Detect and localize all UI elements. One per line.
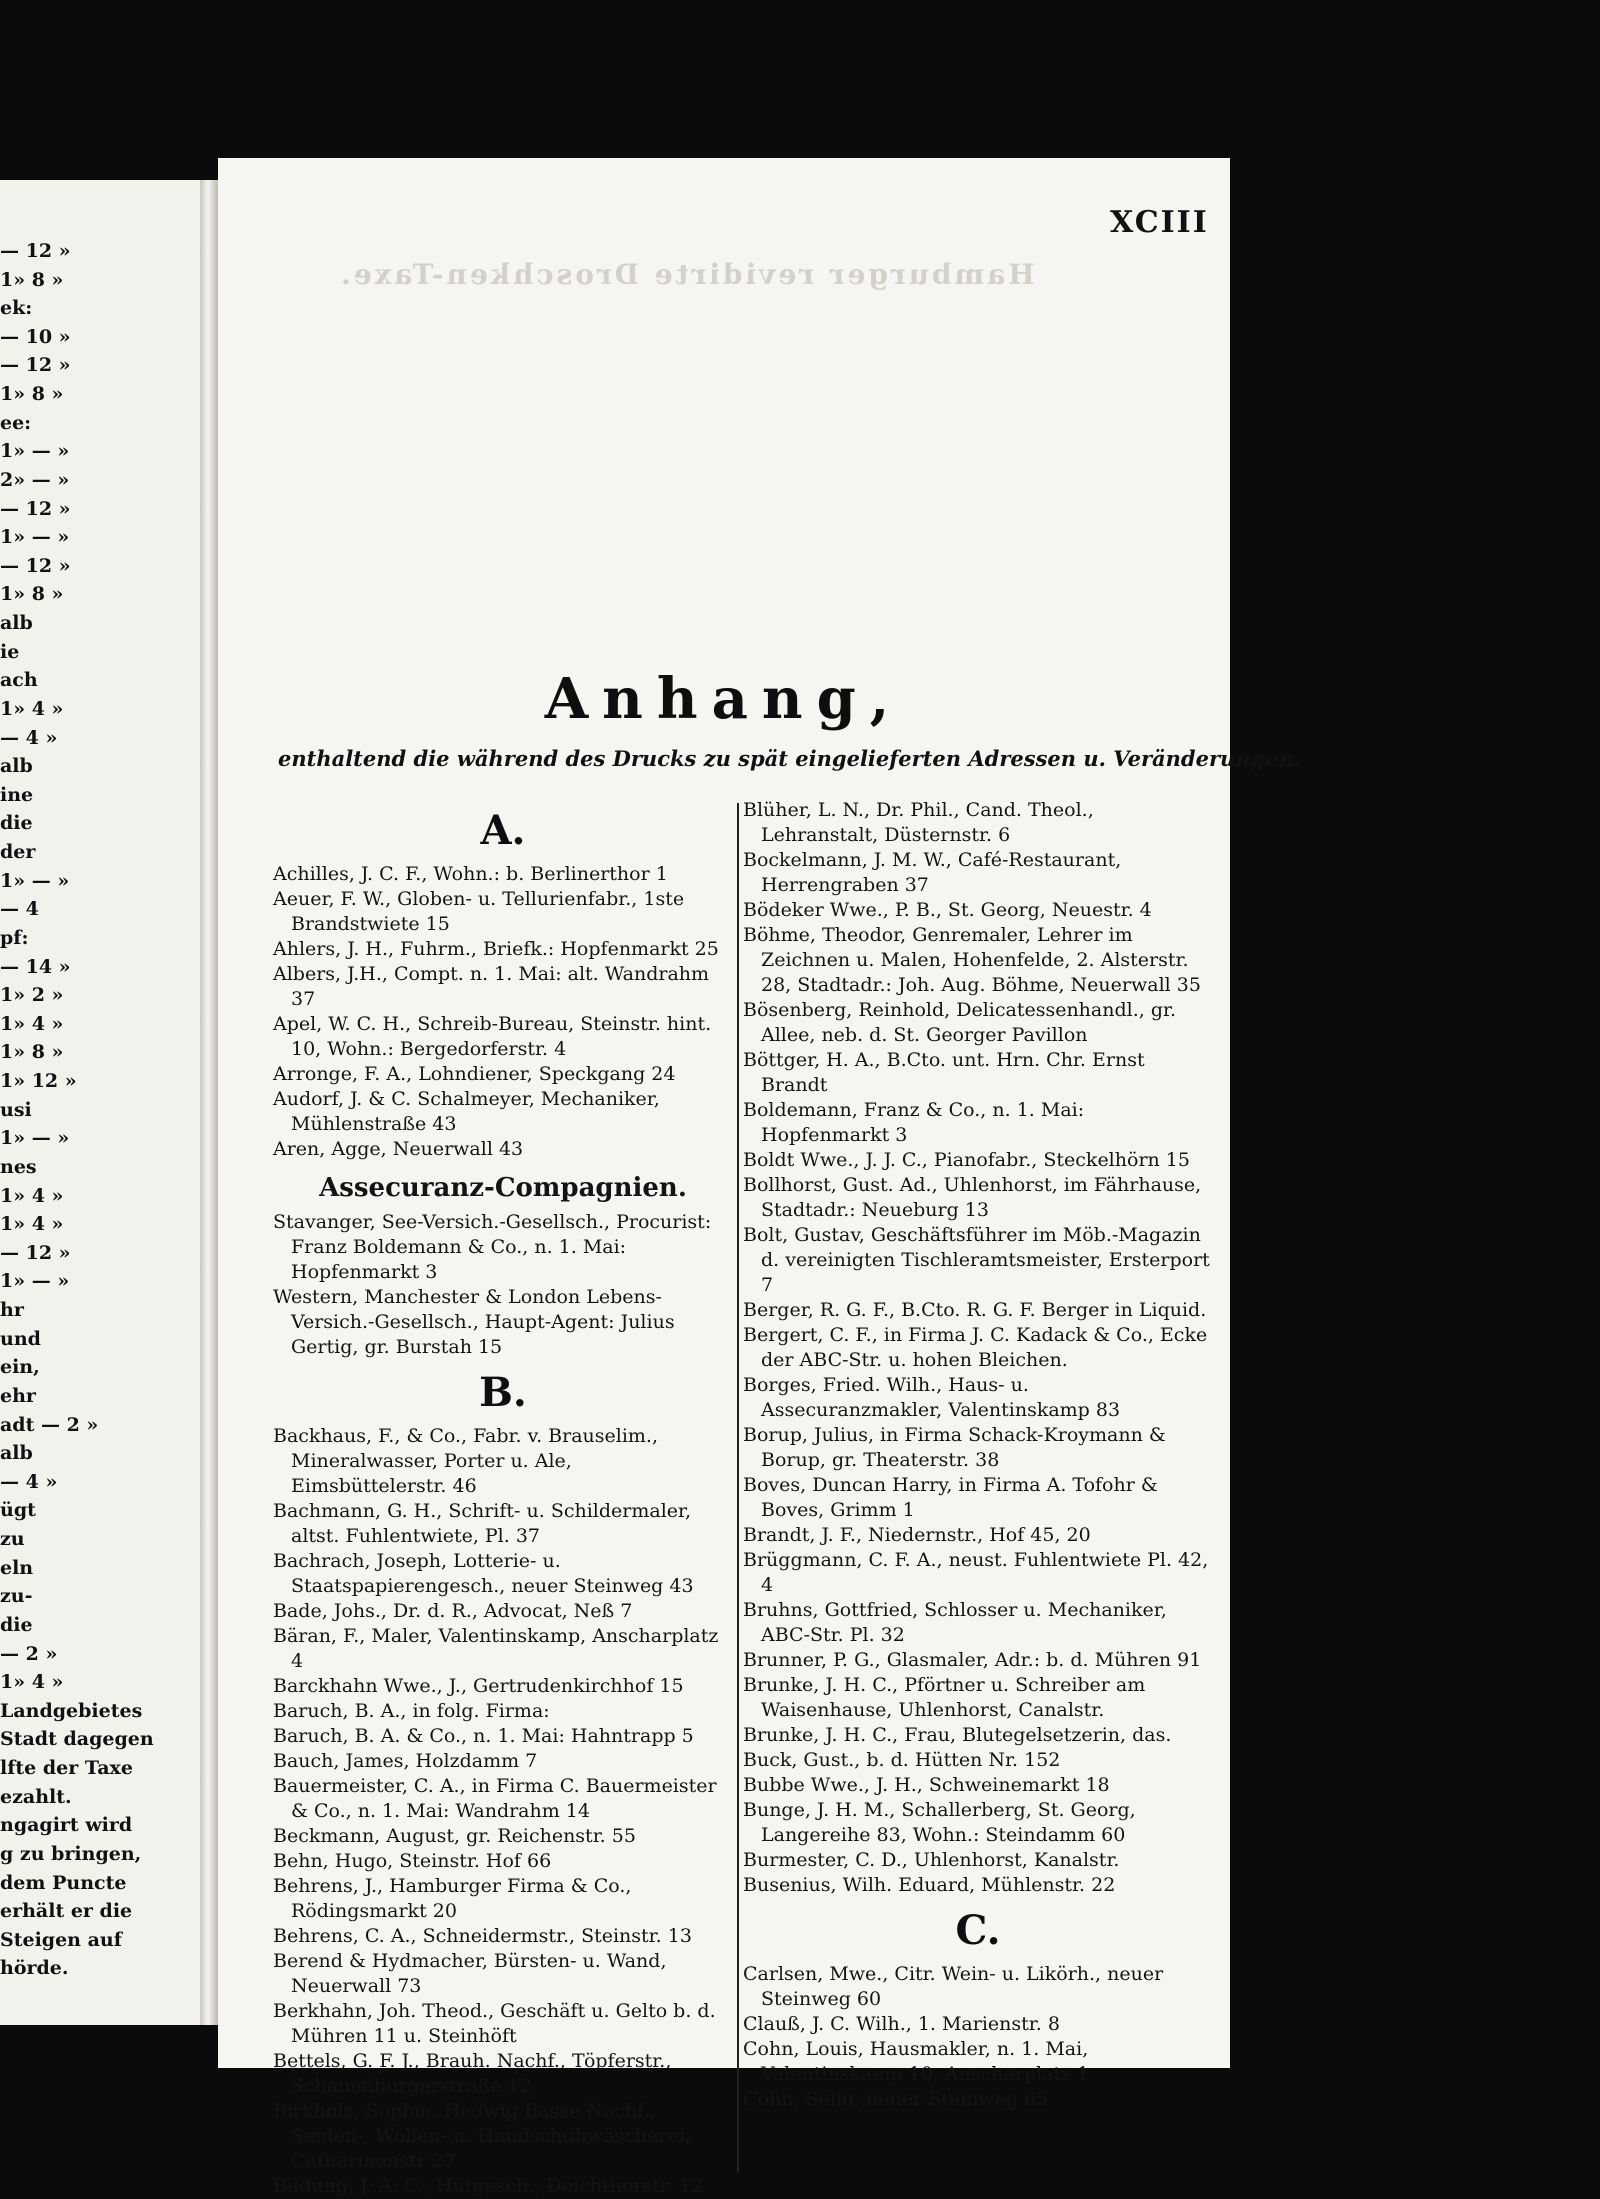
left-page-row: ek: <box>0 297 33 320</box>
directory-entry: Borges, Fried. Wilh., Haus- u. Assecuranzmakler, Valentinskamp 83 <box>743 1374 1121 1421</box>
left-page-row: erhält er die <box>0 1900 133 1923</box>
directory-entry: Boldt Wwe., J. J. C., Pianofabr., Steckelhörn 15 <box>743 1149 1190 1171</box>
left-page-row: 1» 8 » <box>0 583 64 606</box>
left-page-row: ehr <box>0 1384 36 1407</box>
column-divider <box>737 803 739 2173</box>
left-page-row: ezahlt. <box>0 1785 72 1808</box>
directory-entry: Brandt, J. F., Niedernstr., Hof 45, 20 <box>743 1524 1091 1546</box>
directory-entry: Bachmann, G. H., Schrift- u. Schildermaler, altst. Fuhlentwiete, Pl. 37 <box>273 1500 692 1547</box>
directory-entry: Burmester, C. D., Uhlenhorst, Kanalstr. <box>743 1849 1120 1871</box>
left-page-row: 1» 12 » <box>0 1070 77 1093</box>
directory-entry: Behrens, J., Hamburger Firma & Co., Rödingsmarkt 20 <box>273 1875 632 1922</box>
left-page-row: 1» — » <box>0 869 70 892</box>
left-page-row: 1» 2 » <box>0 984 64 1007</box>
directory-entry: Behn, Hugo, Steinstr. Hof 66 <box>273 1850 552 1872</box>
directory-entry: Borup, Julius, in Firma Schack-Kroymann & Borup, gr. Theaterstr. 38 <box>743 1424 1166 1471</box>
left-page-row: usi <box>0 1098 32 1121</box>
directory-entry: Berger, R. G. F., B.Cto. R. G. F. Berger in Liquid. <box>743 1299 1207 1321</box>
left-page-row: und <box>0 1327 41 1350</box>
book-fold <box>200 180 218 2025</box>
directory-entry: Bildung, J. A. C., Hutgesch., Deichthorstr. 12 <box>273 2175 704 2197</box>
bleed-through-title: Hamburger revidirte Droschken-Taxe. <box>338 258 1035 291</box>
directory-entry: Brunke, J. H. C., Frau, Blutegelsetzerin, das. <box>743 1724 1172 1746</box>
left-page-row: ein, <box>0 1356 40 1379</box>
left-page-row: dem Puncte <box>0 1871 127 1894</box>
left-page-row: eln <box>0 1556 34 1579</box>
directory-entry: Bunge, J. H. M., Schallerberg, St. Georg, Langereihe 83, Wohn.: Steindamm 60 <box>743 1799 1136 1846</box>
left-page-row: alb <box>0 755 33 778</box>
left-page-row: 1» 8 » <box>0 268 64 291</box>
left-page-row: die <box>0 1613 33 1636</box>
directory-entry: Boldemann, Franz & Co., n. 1. Mai: Hopfenmarkt 3 <box>743 1099 1085 1146</box>
left-page-row: pf: <box>0 926 29 949</box>
directory-entry: Stavanger, See-Versich.-Gesellsch., Procurist: Franz Boldemann & Co., n. 1. Mai: Hopfenmarkt 3 <box>273 1211 712 1283</box>
directory-entry: Bäran, F., Maler, Valentinskamp, Anscharplatz 4 <box>273 1625 719 1672</box>
directory-entry: Audorf, J. & C. Schalmeyer, Mechaniker, Mühlenstraße 43 <box>273 1088 660 1135</box>
directory-entry: Brüggmann, C. F. A., neust. Fuhlentwiete Pl. 42, 4 <box>743 1549 1209 1596</box>
left-page-row: 2» — » <box>0 468 70 491</box>
directory-entry: Albers, J.H., Compt. n. 1. Mai: alt. Wandrahm 37 <box>273 963 710 1010</box>
left-page-row: zu <box>0 1528 25 1551</box>
entries-b-continued <box>743 798 1213 1898</box>
entries-a <box>273 862 733 1162</box>
left-page-row: — 2 » <box>0 1642 58 1665</box>
directory-entry: Buck, Gust., b. d. Hütten Nr. 152 <box>743 1749 1061 1771</box>
directory-entry: Bettels, G. F. J., Brauh. Nachf., Töpferstr., Schauenburgerstraße 12 <box>273 2050 672 2097</box>
directory-entry: Bauch, James, Holzdamm 7 <box>273 1750 538 1772</box>
letter-heading-b: B. <box>479 1369 527 1416</box>
left-page-row: alb <box>0 1442 33 1465</box>
left-page-row: ügt <box>0 1499 36 1522</box>
left-page-row: — 12 » <box>0 354 71 377</box>
directory-entry: Cohn, Louis, Hausmakler, n. 1. Mai, Valentinskamp 10, Anscharplatz 1 <box>743 2038 1090 2085</box>
directory-entry: Western, Manchester & London Lebens-Versich.-Gesellsch., Haupt-Agent: Julius Gertig, gr. Burstah 15 <box>273 1286 675 1358</box>
directory-entry: Birkholz, Sophie, Hedwig Basse Nachf., Seiden-, Wollen- u. Handschuhwäscherei, Catharinenstr 27 <box>273 2100 691 2172</box>
left-page-row: — 12 » <box>0 554 71 577</box>
entries-c <box>743 1962 1213 2112</box>
left-page-row: Stadt dagegen <box>0 1728 154 1751</box>
left-page-row: 1» 4 » <box>0 1184 64 1207</box>
left-page-row: 1» 8 » <box>0 383 64 406</box>
directory-entry: Baruch, B. A., in folg. Firma: <box>273 1700 550 1722</box>
directory-entry: Böhme, Theodor, Genremaler, Lehrer im Zeichnen u. Malen, Hohenfelde, 2. Alsterstr. 28, Stadtadr.: Joh. Aug. Böhme, Neuerwall 35 <box>743 924 1201 996</box>
left-page-row: Steigen auf <box>0 1928 122 1951</box>
appendix-heading: Anhang, <box>544 666 904 732</box>
directory-entry: Bruhns, Gottfried, Schlosser u. Mechaniker, ABC-Str. Pl. 32 <box>743 1599 1167 1646</box>
left-page-row: — 12 » <box>0 497 71 520</box>
directory-entry: Bockelmann, J. M. W., Café-Restaurant, Herrengraben 37 <box>743 849 1122 896</box>
directory-entry: Blüher, L. N., Dr. Phil., Cand. Theol., Lehranstalt, Düsternstr. 6 <box>743 799 1094 846</box>
directory-entry: Berend & Hydmacher, Bürsten- u. Wand, Neuerwall 73 <box>273 1950 667 1997</box>
directory-entry: Baruch, B. A. & Co., n. 1. Mai: Hahntrapp 5 <box>273 1725 694 1747</box>
left-page-row: — 4 » <box>0 1470 58 1493</box>
left-page-row: ie <box>0 640 20 663</box>
directory-entry: Behrens, C. A., Schneidermstr., Steinstr. 13 <box>273 1925 692 1947</box>
left-page-row: der <box>0 841 36 864</box>
book-page <box>218 158 1302 2197</box>
directory-entry: Arronge, F. A., Lohndiener, Speckgang 24 <box>273 1063 676 1085</box>
directory-entry: Backhaus, F., & Co., Fabr. v. Brauselim., Mineralwasser, Porter u. Ale, Eimsbüttelerstr. 46 <box>273 1425 659 1497</box>
left-page-row: 1» 4 » <box>0 697 64 720</box>
left-page-row: ngagirt wird <box>0 1814 133 1837</box>
left-page-row: — 14 » <box>0 955 71 978</box>
directory-entry: Clauß, J. C. Wilh., 1. Marienstr. 8 <box>743 2013 1060 2035</box>
directory-entry: Brunner, P. G., Glasmaler, Adr.: b. d. Mühren 91 <box>743 1649 1202 1671</box>
directory-entry: Bolt, Gustav, Geschäftsführer im Möb.-Magazin d. vereinigten Tischleramtsmeister, Ersterport 7 <box>743 1224 1210 1296</box>
left-page-row: ach <box>0 669 38 692</box>
directory-entry: Achilles, J. C. F., Wohn.: b. Berlinerthor 1 <box>273 863 668 885</box>
directory-entry: Beckmann, August, gr. Reichenstr. 55 <box>273 1825 636 1847</box>
directory-entry: Barckhahn Wwe., J., Gertrudenkirchhof 15 <box>273 1675 684 1697</box>
left-page-row: g zu bringen, <box>0 1842 142 1865</box>
left-page-row: — 12 » <box>0 240 71 262</box>
left-page-row: adt — 2 » <box>0 1413 99 1436</box>
left-page-row: ee: <box>0 411 32 434</box>
left-page-row: alb <box>0 612 33 635</box>
directory-entry: Bödeker Wwe., P. B., St. Georg, Neuestr. 4 <box>743 899 1152 921</box>
left-page-row: zu- <box>0 1585 33 1608</box>
directory-entry: Böttger, H. A., B.Cto. unt. Hrn. Chr. Ernst Brandt <box>743 1049 1145 1096</box>
left-page-fragment <box>0 180 205 2025</box>
directory-entry: Apel, W. C. H., Schreib-Bureau, Steinstr. hint. 10, Wohn.: Bergedorferstr. 4 <box>273 1013 712 1060</box>
left-page-row: 1» — » <box>0 1127 70 1150</box>
left-page-row: 1» 8 » <box>0 1041 64 1064</box>
left-page-row: — 4 <box>0 898 39 921</box>
left-page-row: hörde. <box>0 1957 69 1980</box>
left-column <box>273 798 733 2199</box>
directory-entry: Bösenberg, Reinhold, Delicatessenhandl., gr. Allee, neb. d. St. Georger Pavillon <box>743 999 1177 1046</box>
letter-heading-a: A. <box>480 807 526 854</box>
left-page-row: Landgebietes <box>0 1699 143 1722</box>
entries-assecuranz <box>273 1210 733 1360</box>
right-column <box>743 798 1213 2112</box>
directory-entry: Aren, Agge, Neuerwall 43 <box>273 1138 524 1160</box>
left-page-row: nes <box>0 1155 37 1178</box>
directory-entry: Brunke, J. H. C., Pförtner u. Schreiber am Waisenhause, Uhlenhorst, Canalstr. <box>743 1674 1146 1721</box>
left-page-row: 1» — » <box>0 440 70 463</box>
left-page-row: — 10 » <box>0 325 71 348</box>
page-number: XCIII <box>1110 205 1209 240</box>
directory-entry: Berkhahn, Joh. Theod., Geschäft u. Gelto b. d. Mühren 11 u. Steinhöft <box>273 2000 716 2047</box>
directory-entry: Bade, Johs., Dr. d. R., Advocat, Neß 7 <box>273 1600 633 1622</box>
left-page-row: 1» 4 » <box>0 1213 64 1236</box>
left-page-row: lfte der Taxe <box>0 1757 133 1780</box>
directory-entry: Aeuer, F. W., Globen- u. Tellurienfabr., 1ste Brandstwiete 15 <box>273 888 685 935</box>
left-page-row: 1» 4 » <box>0 1671 64 1694</box>
left-page-row: die <box>0 812 33 835</box>
left-page-row: 1» — » <box>0 1270 70 1293</box>
left-page-row: — 12 » <box>0 1241 71 1264</box>
directory-entry: Bauermeister, C. A., in Firma C. Bauermeister & Co., n. 1. Mai: Wandrahm 14 <box>273 1775 717 1822</box>
directory-entry: Bergert, C. F., in Firma J. C. Kadack & Co., Ecke der ABC-Str. u. hohen Bleichen. <box>743 1324 1208 1371</box>
directory-entry: Carlsen, Mwe., Citr. Wein- u. Likörh., neuer Steinweg 60 <box>743 1963 1164 2010</box>
directory-entry: Bollhorst, Gust. Ad., Uhlenhorst, im Fährhause, Stadtadr.: Neueburg 13 <box>743 1174 1202 1221</box>
section-heading-assecuranz: Assecuranz-Compagnien. <box>319 1173 687 1203</box>
letter-heading-c: C. <box>955 1907 1001 1954</box>
entries-b <box>273 1424 733 2199</box>
directory-entry: Boves, Duncan Harry, in Firma A. Tofohr & Boves, Grimm 1 <box>743 1474 1158 1521</box>
directory-entry: Busenius, Wilh. Eduard, Mühlenstr. 22 <box>743 1874 1116 1896</box>
directory-entry: Bachrach, Joseph, Lotterie- u. Staatspapierengesch., neuer Steinweg 43 <box>273 1550 694 1597</box>
left-page-row: ine <box>0 783 34 806</box>
left-page-row: 1» — » <box>0 526 70 549</box>
directory-entry: Ahlers, J. H., Fuhrm., Briefk.: Hopfenmarkt 25 <box>273 938 719 960</box>
appendix-subheading: enthaltend die während des Drucks zu spät eingelieferten Adressen u. Veränderungen. <box>278 746 1302 771</box>
directory-entry: Cohn, Selig, neuer Steinweg 65 <box>743 2088 1049 2110</box>
left-page-row: — 4 » <box>0 726 58 749</box>
left-page-row: hr <box>0 1299 24 1322</box>
directory-entry: Bubbe Wwe., J. H., Schweinemarkt 18 <box>743 1774 1110 1796</box>
left-page-row: 1» 4 » <box>0 1012 64 1035</box>
